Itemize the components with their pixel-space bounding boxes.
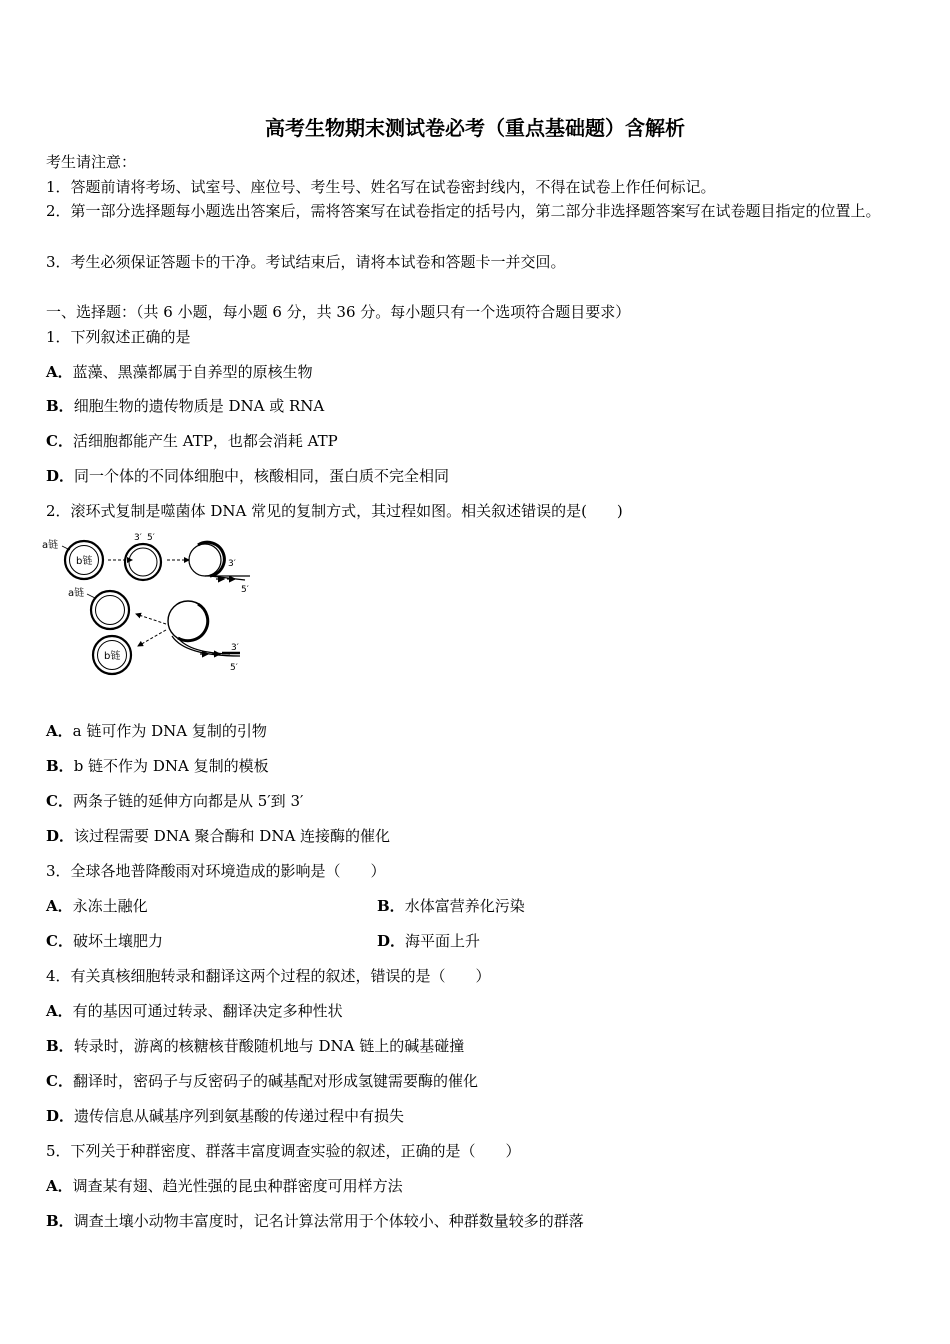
option-text: 海平面上升 (405, 932, 481, 950)
circle-a-chain (68, 586, 129, 629)
question-1-option-c[interactable] (46, 431, 338, 451)
label-a-chain-2: a链 (68, 588, 85, 599)
option-letter: A． (46, 1002, 73, 1020)
question-3-option-c[interactable] (46, 931, 163, 951)
option-letter: C． (46, 932, 73, 950)
page-title: 高考生物期末测试卷必考（重点基础题）含解析 (265, 116, 685, 140)
option-letter: B． (377, 897, 405, 915)
question-1-option-a[interactable] (46, 362, 313, 382)
question-3-option-d[interactable] (377, 931, 480, 951)
question-1-stem: 1．下列叙述正确的是 (46, 328, 191, 346)
circle-nicked (125, 533, 161, 580)
option-text: 活细胞都能产生 ATP，也都会消耗 ATP (72, 432, 338, 450)
question-4-option-c[interactable] (46, 1071, 478, 1091)
question-2-option-b[interactable] (46, 756, 269, 776)
option-text: 遗传信息从碱基序列到氨基酸的传递过程中有损失 (74, 1107, 405, 1125)
option-text: a 链可作为 DNA 复制的引物 (72, 722, 267, 740)
option-text: 水体富营养化污染 (404, 897, 525, 915)
option-letter: A． (46, 363, 73, 381)
label-3prime-2: 3′ (228, 559, 236, 569)
option-letter: A． (46, 1177, 73, 1195)
option-text: 翻译时，密码子与反密码子的碱基配对形成氢键需要酶的催化 (72, 1072, 478, 1090)
rolling-circle-replication-figure (40, 528, 270, 688)
label-3prime-3: 3′ (231, 643, 239, 653)
question-5-stem: 5．下列关于种群密度、群落丰富度调查实验的叙述，正确的是（ ） (46, 1142, 521, 1160)
option-text: 细胞生物的遗传物质是 DNA 或 RNA (73, 397, 325, 415)
question-2-option-d[interactable] (46, 826, 390, 846)
circle-rolling (189, 542, 250, 595)
question-2-option-a[interactable] (46, 721, 267, 741)
question-3-option-b[interactable] (377, 896, 525, 916)
notice-item-2: 2．第一部分选择题每小题选出答案后，需将答案写在试卷指定的括号内，第二部分非选择题答案写在试卷题目指定的位置上。 (46, 202, 881, 220)
option-text: 破坏土壤肥力 (72, 932, 163, 950)
label-5prime-2: 5′ (241, 585, 249, 595)
section-heading: 一、选择题：（共 6 小题，每小题 6 分，共 36 分。每小题只有一个选项符合题目要求） (46, 303, 631, 321)
question-1-option-d[interactable] (46, 466, 449, 486)
option-letter: B． (46, 397, 74, 415)
question-2-stem: 2．滚环式复制是噬菌体 DNA 常见的复制方式，其过程如图。相关叙述错误的是( ) (46, 502, 623, 520)
option-letter: B． (46, 1212, 74, 1230)
circle-b-chain (93, 636, 131, 674)
option-text: 调查某有翅、趋光性强的昆虫种群密度可用样方法 (72, 1177, 403, 1195)
question-4-stem: 4．有关真核细胞转录和翻译这两个过程的叙述，错误的是（ ） (46, 967, 491, 985)
label-b-chain-2: b链 (104, 651, 121, 662)
label-5prime-3: 5′ (230, 663, 238, 673)
option-text: 调查土壤小动物丰富度时，记名计算法常用于个体较小、种群数量较多的群落 (73, 1212, 584, 1230)
option-letter: D． (46, 467, 75, 485)
label-5prime-1: 5′ (147, 533, 155, 543)
question-2-option-c[interactable] (46, 791, 303, 811)
notice-item-1: 1．答题前请将考场、试室号、座位号、考生号、姓名写在试卷密封线内，不得在试卷上作任何标记。 (46, 178, 716, 196)
question-1-option-b[interactable] (46, 396, 324, 416)
option-letter: D． (46, 1107, 75, 1125)
question-5-option-b[interactable] (46, 1211, 584, 1231)
notice-heading: 考生请注意： (46, 153, 137, 171)
option-text: 蓝藻、黑藻都属于自养型的原核生物 (72, 363, 313, 381)
circle-rolling-2 (168, 601, 240, 673)
option-letter: B． (46, 757, 74, 775)
question-4-option-a[interactable] (46, 1001, 343, 1021)
option-letter: B． (46, 1037, 74, 1055)
option-letter: A． (46, 897, 73, 915)
option-letter: D． (46, 827, 75, 845)
option-text: 转录时，游离的核糖核苷酸随机地与 DNA 链上的碱基碰撞 (73, 1037, 465, 1055)
option-text: 两条子链的延伸方向都是从 5′到 3′ (72, 792, 304, 810)
option-letter: D． (377, 932, 406, 950)
option-letter: A． (46, 722, 73, 740)
question-4-option-d[interactable] (46, 1106, 404, 1126)
notice-item-3: 3．考生必须保证答题卡的干净。考试结束后，请将本试卷和答题卡一并交回。 (46, 253, 566, 271)
question-3-option-a[interactable] (46, 896, 148, 916)
option-letter: C． (46, 1072, 73, 1090)
option-letter: C． (46, 792, 73, 810)
circle-initial (42, 538, 103, 579)
option-text: 永冻土融化 (72, 897, 148, 915)
label-a-chain-1: a链 (42, 540, 59, 551)
option-letter: C． (46, 432, 73, 450)
label-3prime-1: 3′ (134, 533, 142, 543)
question-3-stem: 3．全球各地普降酸雨对环境造成的影响是（ ） (46, 862, 386, 880)
label-b-chain-1: b链 (76, 556, 93, 567)
option-text: 有的基因可通过转录、翻译决定多种性状 (72, 1002, 343, 1020)
option-text: 同一个体的不同体细胞中，核酸相同，蛋白质不完全相同 (74, 467, 450, 485)
question-5-option-a[interactable] (46, 1176, 403, 1196)
option-text: b 链不作为 DNA 复制的模板 (73, 757, 269, 775)
question-4-option-b[interactable] (46, 1036, 464, 1056)
option-text: 该过程需要 DNA 聚合酶和 DNA 连接酶的催化 (74, 827, 391, 845)
